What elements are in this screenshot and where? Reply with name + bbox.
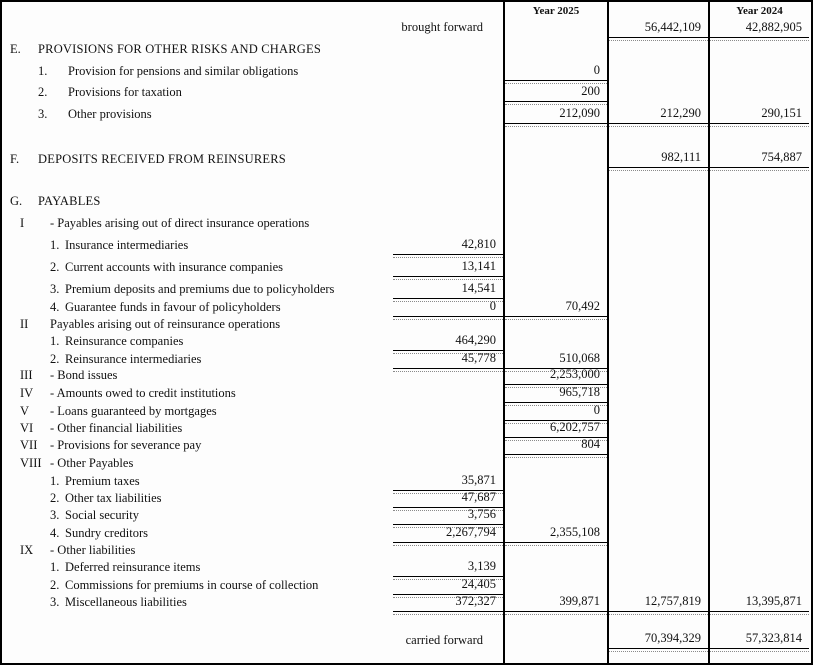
- group-g1-label: - Payables arising out of direct insurance operations: [50, 216, 310, 230]
- group-g8-label: - Other Payables: [50, 456, 134, 470]
- item-e3-num: 3.: [38, 107, 48, 121]
- item-g8-4-num: 4.: [50, 526, 60, 540]
- group-g9-num: IX: [20, 543, 34, 557]
- section-e-2025-total: 212,290: [609, 106, 708, 124]
- group-g4-subtotal: 965,718: [505, 385, 607, 403]
- group-g5-label: - Loans guaranteed by mortgages: [50, 404, 217, 418]
- item-g2-1-num: 1.: [50, 334, 60, 348]
- item-g9-3-detail: 372,327: [393, 594, 503, 612]
- column-divider-2: [607, 2, 609, 663]
- item-g9-3-label: Miscellaneous liabilities: [65, 595, 187, 609]
- carried-forward-2025-total: 70,394,329: [609, 631, 708, 649]
- item-g8-2-label: Other tax liabilities: [65, 491, 162, 505]
- group-g9-label: - Other liabilities: [50, 543, 136, 557]
- section-g-code: G.: [10, 194, 23, 208]
- group-g2-subtotal: 510,068: [505, 351, 607, 369]
- section-g-title: PAYABLES: [38, 194, 101, 208]
- item-e1-label: Provision for pensions and similar obligations: [68, 64, 299, 78]
- item-g8-1-num: 1.: [50, 474, 60, 488]
- item-g2-1-detail: 464,290: [393, 333, 503, 351]
- group-g2-label: Payables arising out of reinsurance operations: [50, 317, 281, 331]
- group-g7-label: - Provisions for severance pay: [50, 438, 202, 452]
- group-g6-label: - Other financial liabilities: [50, 421, 183, 435]
- group-g6-num: VI: [20, 421, 34, 435]
- item-g1-3-num: 3.: [50, 282, 60, 296]
- item-e1-amount: 0: [505, 63, 607, 81]
- item-e1-num: 1.: [38, 64, 48, 78]
- group-g5-subtotal: 0: [505, 403, 607, 421]
- item-g9-2-detail: 24,405: [393, 577, 503, 595]
- year-2024-column-header: Year 2024: [736, 5, 783, 17]
- item-g1-2-num: 2.: [50, 260, 60, 274]
- year-2025-column-header: Year 2025: [532, 5, 580, 17]
- section-g-2024-total: 13,395,871: [710, 594, 809, 612]
- item-e2-label: Provisions for taxation: [68, 85, 182, 99]
- column-divider-3: [708, 2, 710, 663]
- item-g2-2-detail: 45,778: [393, 351, 503, 369]
- section-f-title: DEPOSITS RECEIVED FROM REINSURERS: [38, 152, 286, 166]
- item-g8-4-label: Sundry creditors: [65, 526, 148, 540]
- section-e-code: E.: [10, 42, 21, 56]
- section-f-2025-total: 982,111: [609, 150, 708, 168]
- item-g9-1-label: Deferred reinsurance items: [65, 560, 201, 574]
- item-g8-4-detail: 2,267,794: [393, 525, 503, 543]
- brought-forward-label: brought forward: [401, 20, 483, 34]
- section-e-title: PROVISIONS FOR OTHER RISKS AND CHARGES: [38, 42, 321, 56]
- section-f-2024-total: 754,887: [710, 150, 809, 168]
- group-g9-subtotal: 399,871: [505, 594, 607, 612]
- group-g3-num: III: [20, 368, 33, 382]
- group-g6-subtotal: 6,202,757: [505, 420, 607, 438]
- brought-forward-2025-total: 56,442,109: [609, 20, 708, 38]
- section-e-2024-total: 290,151: [710, 106, 809, 124]
- item-g1-2-detail: 13,141: [393, 259, 503, 277]
- item-g1-1-label: Insurance intermediaries: [65, 238, 189, 252]
- item-g1-4-num: 4.: [50, 300, 60, 314]
- carried-forward-2024-total: 57,323,814: [710, 631, 809, 649]
- item-g1-3-detail: 14,541: [393, 281, 503, 299]
- item-e2-num: 2.: [38, 85, 48, 99]
- item-g9-3-num: 3.: [50, 595, 60, 609]
- group-g4-num: IV: [20, 386, 34, 400]
- item-g2-2-num: 2.: [50, 352, 60, 366]
- item-g9-2-num: 2.: [50, 578, 60, 592]
- item-g2-2-label: Reinsurance intermediaries: [65, 352, 202, 366]
- item-g9-1-num: 1.: [50, 560, 60, 574]
- item-g8-3-num: 3.: [50, 508, 60, 522]
- item-g1-1-num: 1.: [50, 238, 60, 252]
- group-g8-num: VIII: [20, 456, 42, 470]
- item-g9-2-label: Commissions for premiums in course of collection: [65, 578, 319, 592]
- item-g1-2-label: Current accounts with insurance companies: [65, 260, 283, 274]
- group-g7-num: VII: [20, 438, 38, 452]
- item-g9-1-detail: 3,139: [393, 559, 503, 577]
- item-g1-3-label: Premium deposits and premiums due to policyholders: [65, 282, 335, 296]
- item-e3-label: Other provisions: [68, 107, 152, 121]
- group-g3-label: - Bond issues: [50, 368, 118, 382]
- carried-forward-label: carried forward: [405, 633, 483, 647]
- item-g8-1-detail: 35,871: [393, 473, 503, 491]
- group-g1-num: I: [20, 216, 25, 230]
- item-g8-2-num: 2.: [50, 491, 60, 505]
- item-g8-1-label: Premium taxes: [65, 474, 140, 488]
- item-g8-3-label: Social security: [65, 508, 139, 522]
- group-g1-subtotal: 70,492: [505, 299, 607, 317]
- group-g4-label: - Amounts owed to credit institutions: [50, 386, 236, 400]
- section-g-2025-total: 12,757,819: [609, 594, 708, 612]
- group-g8-subtotal: 2,355,108: [505, 525, 607, 543]
- item-g1-4-label: Guarantee funds in favour of policyholders: [65, 300, 281, 314]
- group-g7-subtotal: 804: [505, 437, 607, 455]
- item-g8-2-detail: 47,687: [393, 490, 503, 508]
- section-f-code: F.: [10, 152, 20, 166]
- item-g1-1-detail: 42,810: [393, 237, 503, 255]
- group-g3-subtotal: 2,253,000: [505, 367, 607, 385]
- brought-forward-2024-total: 42,882,905: [710, 20, 809, 38]
- item-g1-4-detail: 0: [393, 299, 503, 317]
- item-g8-3-detail: 3,756: [393, 507, 503, 525]
- item-e2-amount: 200: [505, 84, 607, 102]
- group-g2-num: II: [20, 317, 29, 331]
- item-g2-1-label: Reinsurance companies: [65, 334, 184, 348]
- item-e3-amount: 212,090: [505, 106, 607, 124]
- group-g5-num: V: [20, 404, 30, 418]
